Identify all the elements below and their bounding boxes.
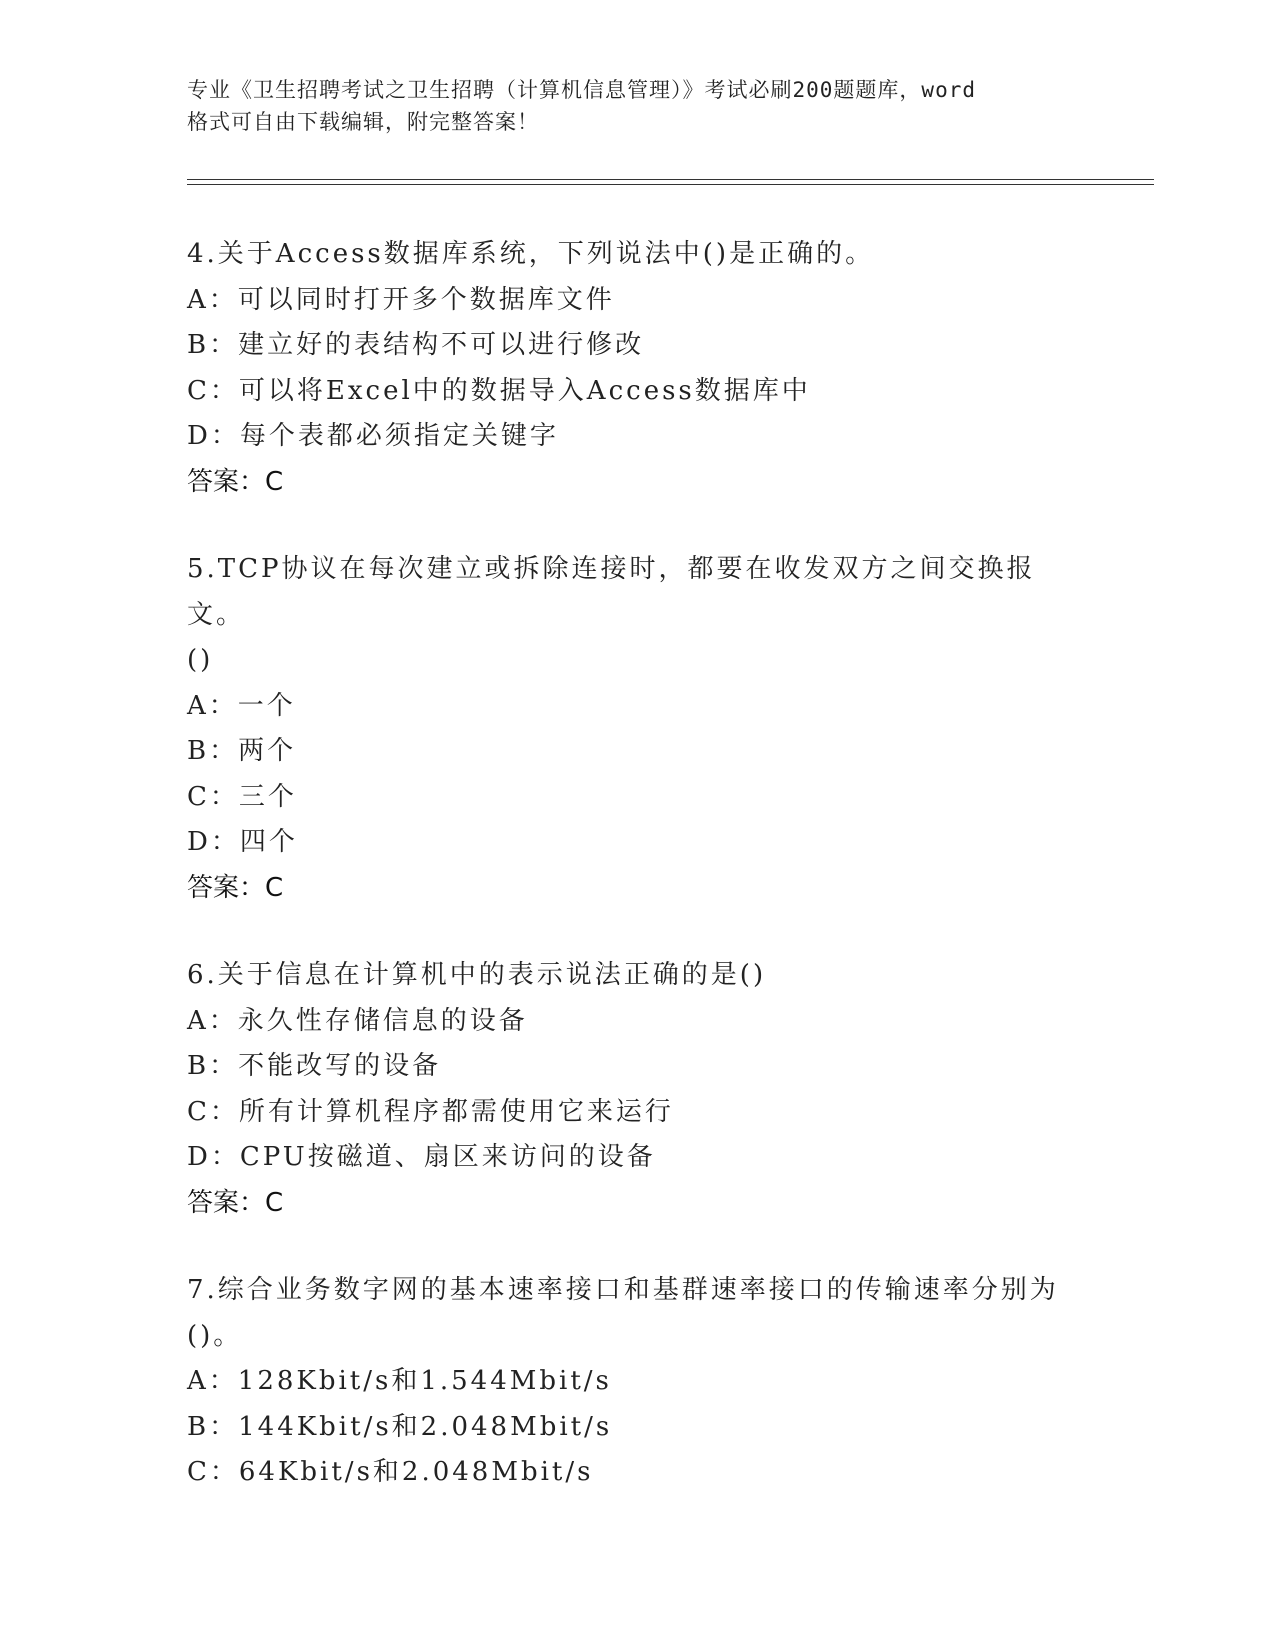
question-item [187,953,1087,1226]
question-stem-continued: ()。 [187,1320,243,1351]
question-stem: 7.综合业务数字网的基本速率接口和基群速率接口的传输速率分别为 [187,1275,1059,1305]
option-a: A：可以同时打开多个数据库文件 [187,284,615,315]
option-c: C：所有计算机程序都需使用它来运行 [187,1096,674,1127]
option-d: D：四个 [187,827,298,857]
header-line-2: 格式可自由下载编辑，附完整答案！ [187,110,539,134]
option-d: D：每个表都必须指定关键字 [187,421,559,451]
option-a: A：永久性存储信息的设备 [187,1005,528,1036]
question-item [187,232,1087,505]
option-b: B：不能改写的设备 [187,1051,442,1081]
question-item [187,1268,1087,1496]
question-stem: 4.关于Access数据库系统，下列说法中()是正确的。 [187,239,875,269]
option-b: B：144Kbit/s和2.048Mbit/s [187,1411,613,1442]
header-divider-bottom [187,184,1154,185]
answer-text: 答案：C [187,466,284,497]
option-a: A：128Kbit/s和1.544Mbit/s [187,1366,612,1396]
option-c: C：三个 [187,781,297,812]
option-b: B：建立好的表结构不可以进行修改 [187,330,645,360]
question-list [187,232,1087,1538]
option-c: C：64Kbit/s和2.048Mbit/s [187,1457,594,1487]
question-stem: 6.关于信息在计算机中的表示说法正确的是() [187,960,767,990]
option-c: C：可以将Excel中的数据导入Access数据库中 [187,375,811,406]
header-divider-top [187,179,1154,180]
answer-text: 答案：C [187,872,284,903]
header-line-1: 专业《卫生招聘考试之卫生招聘（计算机信息管理）》考试必刷200题题库，word [187,78,976,102]
option-a: A：一个 [187,690,296,721]
answer-text: 答案：C [187,1187,284,1218]
option-d: D：CPU按磁道、扇区来访问的设备 [187,1142,656,1172]
option-b: B：两个 [187,736,297,766]
question-stem: 5.TCP协议在每次建立或拆除连接时，都要在收发双方之间交换报文。 [187,554,1036,630]
document-header [187,74,1087,138]
question-item [187,547,1087,911]
question-stem-continued: () [187,645,214,675]
